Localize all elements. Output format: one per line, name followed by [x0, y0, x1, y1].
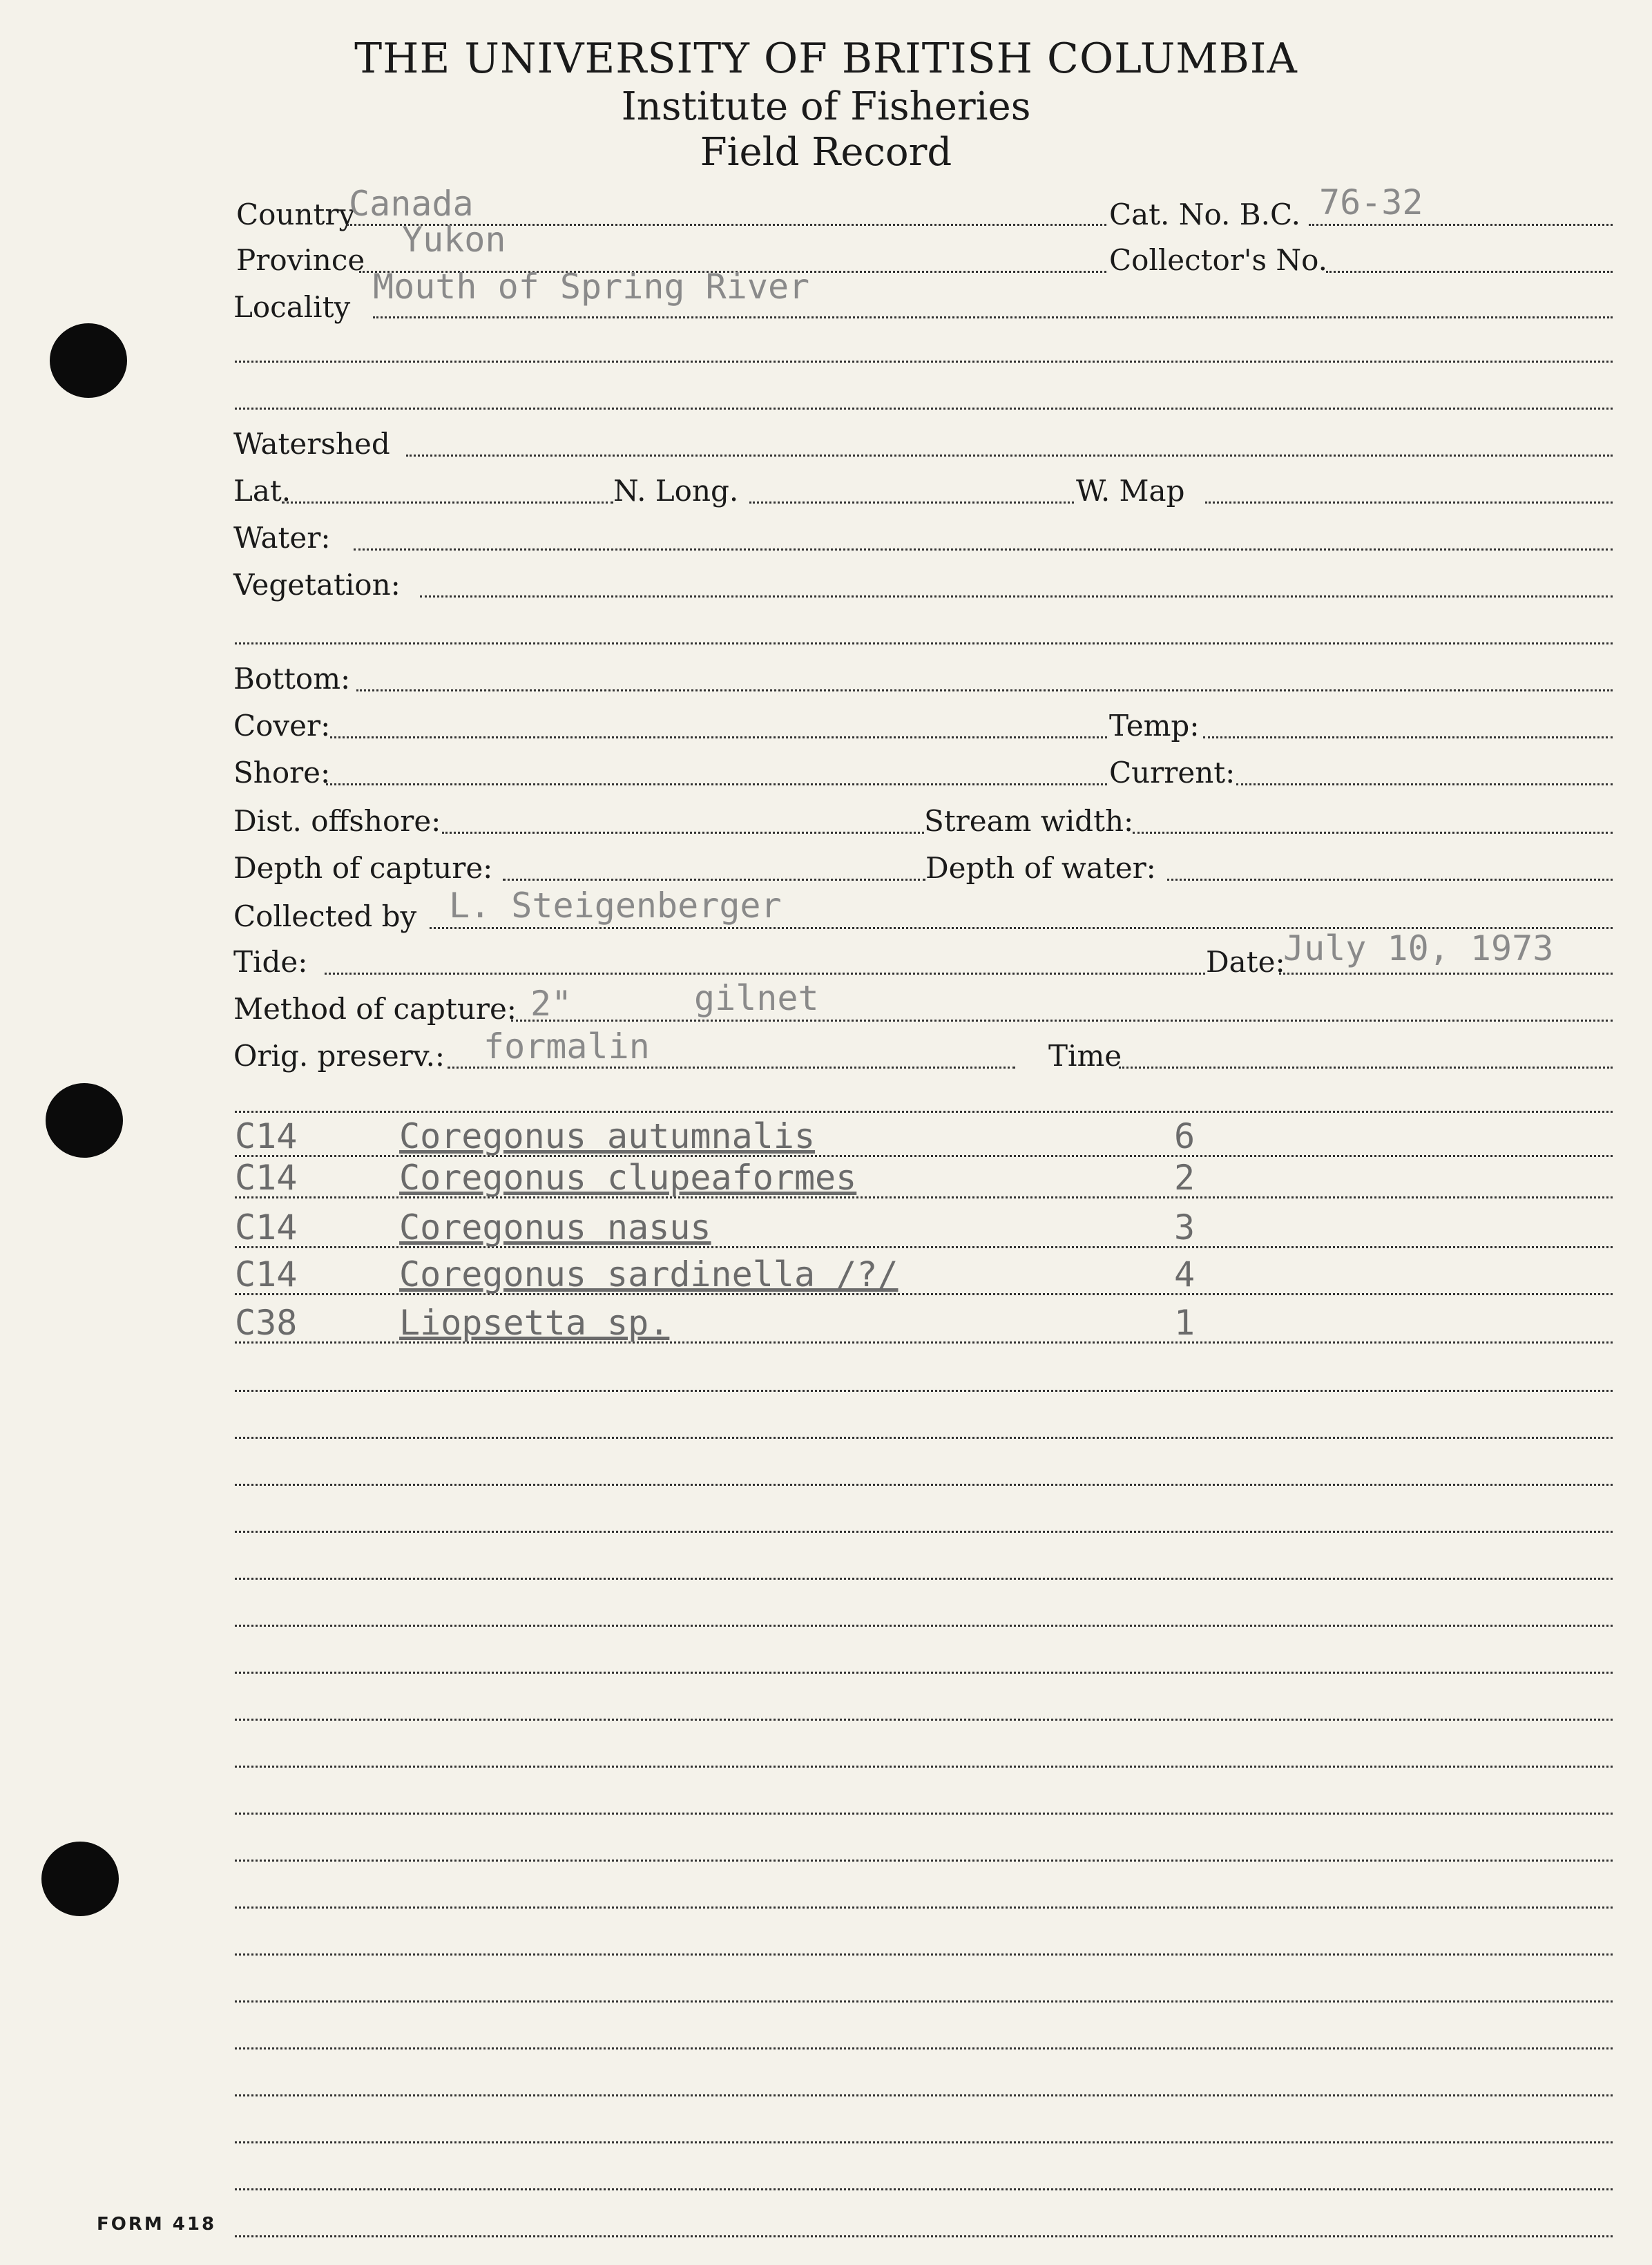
- date-value: July 10, 1973: [1283, 928, 1554, 968]
- bottom-line: [356, 689, 1613, 691]
- watershed-label: Watershed: [233, 427, 390, 461]
- specimen-name: Coregonus clupeaformes: [399, 1158, 857, 1198]
- tide-label: Tide:: [233, 945, 308, 979]
- locality-label: Locality: [233, 290, 351, 324]
- collected-by-value: L. Steigenberger: [449, 886, 782, 926]
- orig-preserv-line: [448, 1067, 1015, 1069]
- depth-water-label: Depth of water:: [925, 851, 1156, 885]
- punch-hole-middle: [46, 1083, 123, 1158]
- ruled-line: [235, 1390, 1613, 1392]
- w-map-line: [1205, 501, 1613, 504]
- temp-label: Temp:: [1109, 709, 1200, 743]
- depth-capture-line: [503, 879, 925, 881]
- ruled-line: [235, 2235, 1613, 2237]
- ruled-line: [235, 1906, 1613, 1909]
- date-line: [1279, 973, 1613, 975]
- ruled-line: [235, 2047, 1613, 2049]
- locality-value: Mouth of Spring River: [373, 267, 810, 307]
- ruled-line: [235, 2188, 1613, 2190]
- vegetation-line-2: [235, 642, 1613, 644]
- ruled-line: [235, 1860, 1613, 1862]
- specimen-code: C14: [235, 1158, 298, 1198]
- ruled-line: [235, 2000, 1613, 2003]
- ruled-line: [235, 2141, 1613, 2143]
- ruled-line: [235, 1111, 1613, 1113]
- orig-preserv-value: formalin: [483, 1026, 650, 1067]
- specimen-count: 1: [1174, 1303, 1195, 1343]
- country-value: Canada: [349, 184, 474, 224]
- tide-line: [325, 973, 1205, 975]
- n-long-line: [749, 501, 1074, 504]
- method-size-value: 2": [530, 984, 573, 1024]
- date-label: Date:: [1206, 945, 1285, 979]
- record-title: Field Record: [700, 130, 952, 175]
- locality-line: [373, 316, 1613, 318]
- bottom-label: Bottom:: [233, 662, 351, 696]
- specimen-count: 4: [1174, 1254, 1195, 1294]
- current-line: [1236, 783, 1613, 785]
- ruled-line: [235, 1625, 1613, 1627]
- specimen-name: Coregonus nasus: [399, 1207, 711, 1248]
- time-line: [1119, 1067, 1613, 1069]
- orig-preserv-label: Orig. preserv.:: [233, 1039, 445, 1073]
- temp-line: [1203, 736, 1613, 738]
- specimen-code: C38: [235, 1303, 298, 1343]
- vegetation-line: [420, 595, 1613, 598]
- ruled-line: [235, 1813, 1613, 1815]
- punch-hole-bottom: [41, 1842, 119, 1916]
- cat-no-label: Cat. No. B.C.: [1109, 198, 1300, 231]
- shore-line: [326, 783, 1107, 785]
- dist-offshore-label: Dist. offshore:: [233, 804, 441, 838]
- ruled-line: [235, 1719, 1613, 1721]
- lat-label: Lat.: [233, 474, 291, 508]
- cover-label: Cover:: [233, 709, 331, 743]
- locality-line-2: [235, 361, 1613, 363]
- specimen-name: Coregonus sardinella /?/: [399, 1254, 899, 1294]
- ruled-line: [235, 1484, 1613, 1486]
- method-label: Method of capture:: [233, 992, 517, 1026]
- dist-offshore-line: [442, 832, 924, 834]
- shore-label: Shore:: [233, 756, 331, 790]
- collectors-no-label: Collector's No.: [1109, 243, 1328, 277]
- ruled-line: [235, 1672, 1613, 1674]
- water-line: [354, 548, 1613, 551]
- collectors-no-line: [1326, 271, 1613, 273]
- punch-hole-top: [50, 323, 127, 398]
- ruled-line: [235, 1531, 1613, 1533]
- university-title: THE UNIVERSITY OF BRITISH COLUMBIA: [354, 35, 1298, 83]
- specimen-code: C14: [235, 1207, 298, 1248]
- province-label: Province: [236, 243, 365, 277]
- specimen-name: Liopsetta sp.: [399, 1303, 670, 1343]
- specimen-code: C14: [235, 1116, 298, 1156]
- w-map-label: W. Map: [1076, 474, 1185, 508]
- specimen-count: 6: [1174, 1116, 1195, 1156]
- time-label: Time: [1048, 1039, 1122, 1073]
- province-value: Yukon: [402, 220, 506, 260]
- water-label: Water:: [233, 521, 331, 555]
- method-gear-value: gilnet: [694, 978, 819, 1018]
- method-line: [511, 1020, 1613, 1022]
- stream-width-label: Stream width:: [924, 804, 1134, 838]
- specimen-name: Coregonus autumnalis: [399, 1116, 816, 1156]
- specimen-count: 3: [1174, 1207, 1195, 1248]
- country-label: Country: [236, 198, 356, 231]
- ruled-line: [235, 1953, 1613, 1956]
- cover-line: [330, 736, 1107, 738]
- lat-line: [282, 501, 613, 504]
- institute-title: Institute of Fisheries: [621, 84, 1031, 129]
- watershed-line: [406, 455, 1613, 457]
- specimen-code: C14: [235, 1254, 298, 1294]
- collected-by-label: Collected by: [233, 899, 417, 933]
- form-number: FORM 418: [97, 2214, 217, 2235]
- ruled-line: [235, 2094, 1613, 2096]
- cat-no-line: [1309, 224, 1613, 226]
- ruled-line: [235, 1766, 1613, 1768]
- depth-capture-label: Depth of capture:: [233, 851, 493, 885]
- n-long-label: N. Long.: [613, 474, 739, 508]
- ruled-line: [235, 1437, 1613, 1439]
- depth-water-line: [1167, 879, 1613, 881]
- cat-no-value: 76-32: [1319, 182, 1423, 222]
- stream-width-line: [1133, 832, 1613, 834]
- current-label: Current:: [1109, 756, 1236, 790]
- locality-line-3: [235, 408, 1613, 410]
- ruled-line: [235, 1578, 1613, 1580]
- vegetation-label: Vegetation:: [233, 568, 401, 602]
- specimen-count: 2: [1174, 1158, 1195, 1198]
